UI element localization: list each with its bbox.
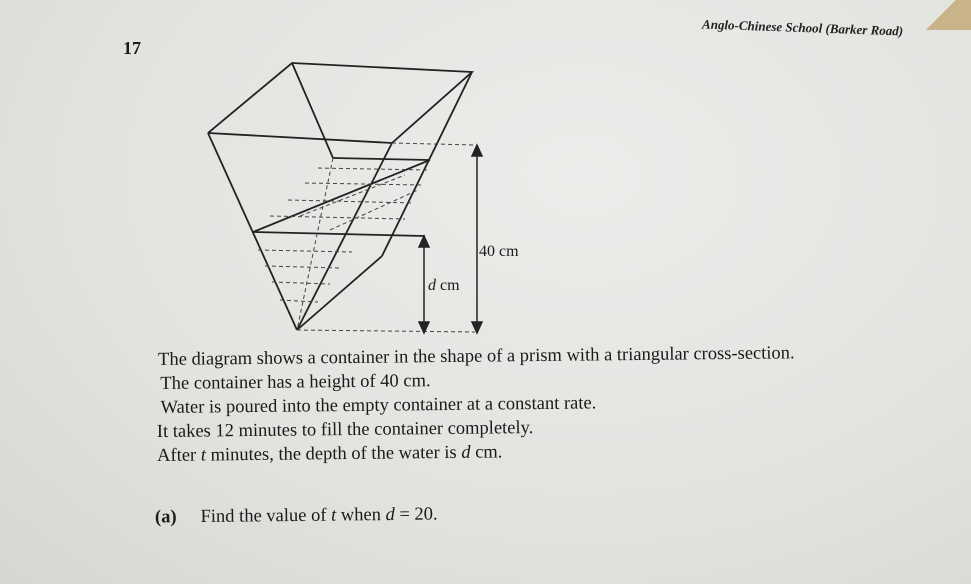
water-side-line <box>253 160 430 232</box>
container-top-edge <box>208 63 472 143</box>
question-text <box>158 340 939 468</box>
part-a: (a) Find the value of t when d = 20. <box>154 504 438 528</box>
question-number: 17 <box>123 38 141 58</box>
water-back-line <box>333 158 430 160</box>
text-line-5: After t minutes, the depth of the water is d cm. <box>157 442 503 467</box>
height-label: 40 cm <box>479 243 519 260</box>
depth-label: d cm <box>428 277 460 294</box>
container-right-edge <box>382 72 472 256</box>
text-line-2: The container has a height of 40 cm. <box>160 371 431 394</box>
school-header: Anglo-Chinese School (Barker Road) <box>701 16 904 39</box>
container-back-edge <box>292 63 333 158</box>
hidden-lines <box>258 143 475 332</box>
text-line-1: The diagram shows a container in the shape of a prism with a triangular cross-section. <box>158 343 795 370</box>
text-line-3: Water is poured into the empty container at a constant rate. <box>160 393 597 418</box>
part-a-label: (a) <box>154 507 177 528</box>
height-arrow <box>472 145 482 333</box>
text-line-4: It takes 12 minutes to fill the container completely. <box>156 418 534 443</box>
